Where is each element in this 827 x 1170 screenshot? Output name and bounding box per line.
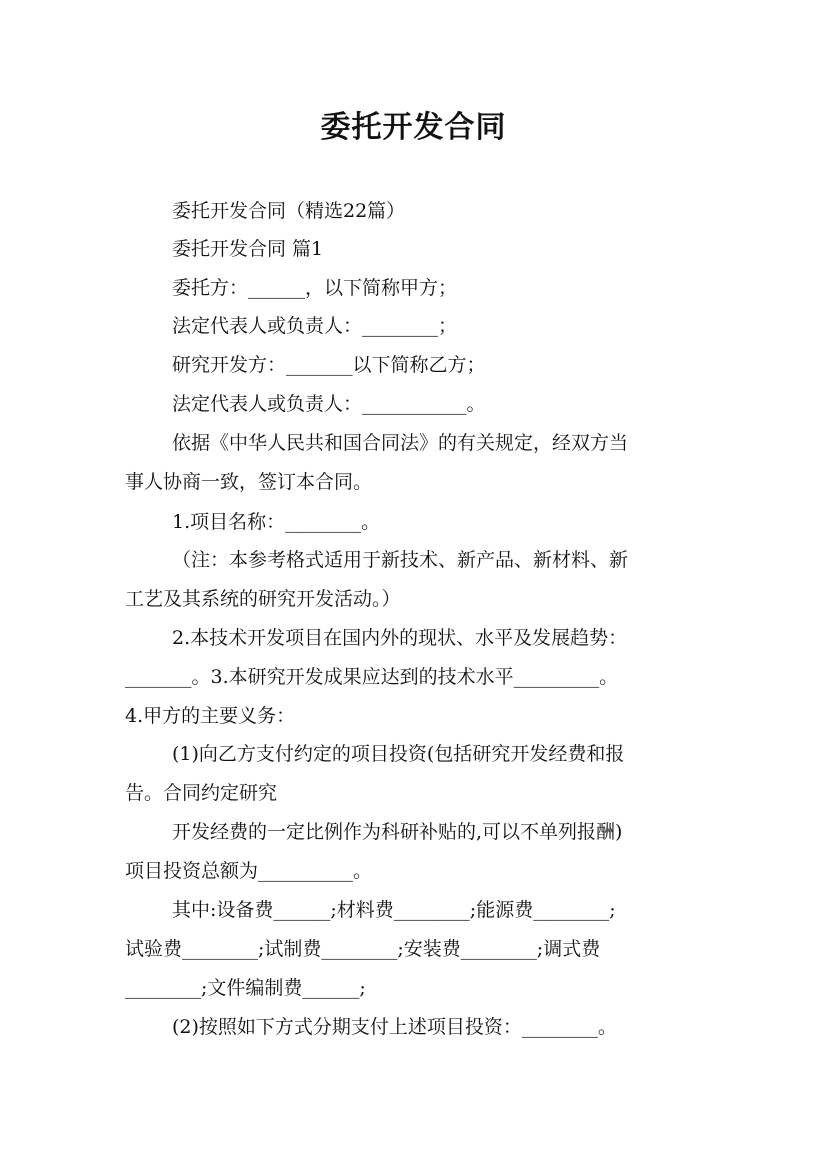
paragraph-line: 事人协商一致，签订本合同。 xyxy=(125,471,373,493)
paragraph-line: 试验费________;试制费________;安装费________;调式费 xyxy=(125,938,601,960)
paragraph-line: 工艺及其系统的研究开发活动。） xyxy=(125,588,401,610)
paragraph-line: 告。合同约定研究 xyxy=(125,782,278,804)
paragraph-line: 委托开发合同 篇1 xyxy=(172,238,324,260)
paragraph-line: 委托方：______，以下简称甲方； xyxy=(172,277,458,299)
paragraph-line: 开发经费的一定比例作为科研补贴的,可以不单列报酬) xyxy=(172,821,623,843)
paragraph-line: 项目投资总额为__________。 xyxy=(125,860,373,882)
paragraph-line: 2.本技术开发项目在国内外的现状、水平及发展趋势： xyxy=(172,627,628,649)
paragraph-line: (1)向乙方支付约定的项目投资(包括研究开发经费和报 xyxy=(172,743,625,765)
paragraph-line: ________;文件编制费______; xyxy=(125,977,366,999)
paragraph-line: 委托开发合同（精选22篇） xyxy=(172,200,406,222)
paragraph-line: 研究开发方：_______以下简称乙方； xyxy=(172,354,486,376)
paragraph-line: _______。3.本研究开发成果应达到的技术水平_________。 xyxy=(125,666,619,688)
paragraph-line: 法定代表人或负责人：___________。 xyxy=(172,393,486,415)
document-title: 委托开发合同 xyxy=(320,110,507,145)
paragraph-line: 依据《中华人民共和国合同法》的有关规定，经双方当 xyxy=(172,432,629,454)
paragraph-line: 其中:设备费______;材料费________;能源费________; xyxy=(172,899,616,921)
paragraph-line: （注：本参考格式适用于新技术、新产品、新材料、新 xyxy=(172,549,629,571)
paragraph-line: 1.项目名称：________。 xyxy=(172,511,381,533)
paragraph-line: 法定代表人或负责人：________； xyxy=(172,315,458,337)
paragraph-line: (2)按照如下方式分期支付上述项目投资：________。 xyxy=(172,1016,617,1038)
paragraph-line: 4.甲方的主要义务： xyxy=(125,705,296,727)
